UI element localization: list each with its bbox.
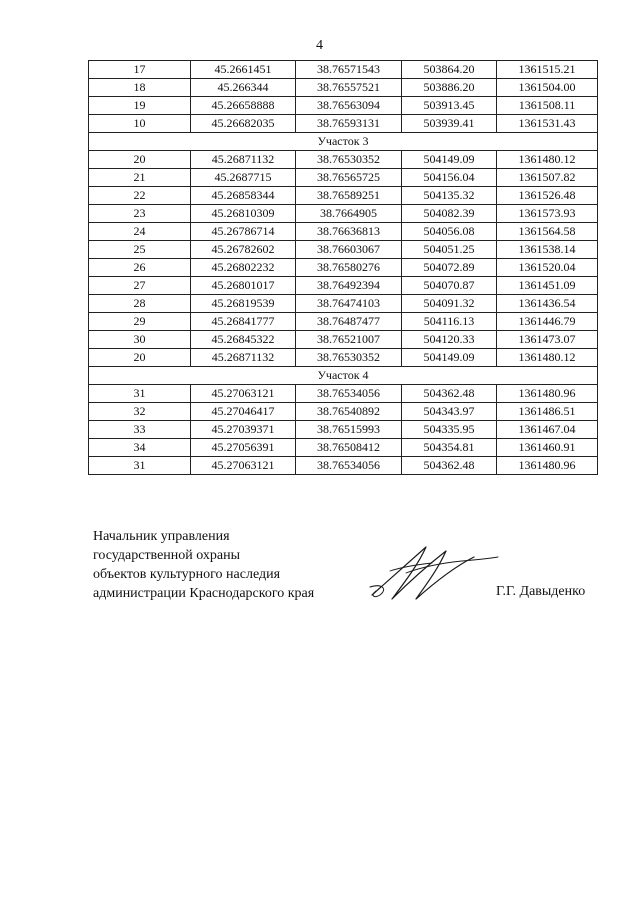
- table-cell: 45.26658888: [191, 97, 296, 115]
- table-cell: 25: [89, 241, 191, 259]
- table-cell: 38.7664905: [296, 205, 402, 223]
- table-row: [89, 277, 598, 295]
- table-cell: 38.76563094: [296, 97, 402, 115]
- table-cell: 32: [89, 403, 191, 421]
- table-cell: 29: [89, 313, 191, 331]
- table-cell: 1361526.48: [497, 187, 598, 205]
- signatory-title-line: Начальник управления: [93, 529, 230, 544]
- table-cell: 45.26802232: [191, 259, 296, 277]
- table-cell: 504116.13: [402, 313, 497, 331]
- table-cell: 1361436.54: [497, 295, 598, 313]
- table-cell: 38.76557521: [296, 79, 402, 97]
- table-cell: 38.76593131: [296, 115, 402, 133]
- table-cell: 38.76580276: [296, 259, 402, 277]
- table-cell: 1361531.43: [497, 115, 598, 133]
- table-cell: 45.26782602: [191, 241, 296, 259]
- table-row: [89, 331, 598, 349]
- table-cell: 1361480.12: [497, 151, 598, 169]
- table-cell: 23: [89, 205, 191, 223]
- table-cell: 504362.48: [402, 385, 497, 403]
- table-row: [89, 349, 598, 367]
- table-cell: 45.2687715: [191, 169, 296, 187]
- table-cell: 1361515.21: [497, 61, 598, 79]
- table-cell: 17: [89, 61, 191, 79]
- table-row: [89, 403, 598, 421]
- table-cell: 504070.87: [402, 277, 497, 295]
- table-row: [89, 151, 598, 169]
- table-cell: 503886.20: [402, 79, 497, 97]
- table-row: [89, 115, 598, 133]
- table-cell: 45.26801017: [191, 277, 296, 295]
- table-cell: 504149.09: [402, 151, 497, 169]
- table-cell: 504354.81: [402, 439, 497, 457]
- table-cell: 38.76603067: [296, 241, 402, 259]
- table-row: [89, 385, 598, 403]
- section-header-row: [89, 367, 598, 385]
- table-row: [89, 79, 598, 97]
- table-cell: 31: [89, 385, 191, 403]
- table-cell: 30: [89, 331, 191, 349]
- table-row: [89, 97, 598, 115]
- table-row: [89, 439, 598, 457]
- table-cell: 38.76487477: [296, 313, 402, 331]
- table-cell: 504135.32: [402, 187, 497, 205]
- table-cell: 1361504.00: [497, 79, 598, 97]
- table-row: [89, 313, 598, 331]
- table-cell: 1361508.11: [497, 97, 598, 115]
- table-cell: 45.26810309: [191, 205, 296, 223]
- table-cell: 45.27046417: [191, 403, 296, 421]
- signatory-name: Г.Г. Давыденко: [496, 584, 586, 599]
- table-cell: 38.76571543: [296, 61, 402, 79]
- table-cell: 504149.09: [402, 349, 497, 367]
- table-cell: 38.76534056: [296, 385, 402, 403]
- table-cell: 38.76508412: [296, 439, 402, 457]
- section-label: Участок 4: [89, 367, 598, 385]
- table-cell: 38.76589251: [296, 187, 402, 205]
- table-row: [89, 223, 598, 241]
- table-row: [89, 259, 598, 277]
- table-cell: 504051.25: [402, 241, 497, 259]
- table-cell: 1361520.04: [497, 259, 598, 277]
- table-cell: 1361507.82: [497, 169, 598, 187]
- table-cell: 38.76534056: [296, 457, 402, 475]
- table-cell: 504362.48: [402, 457, 497, 475]
- table-cell: 1361473.07: [497, 331, 598, 349]
- table-cell: 504335.95: [402, 421, 497, 439]
- table-row: [89, 187, 598, 205]
- table-cell: 45.27056391: [191, 439, 296, 457]
- table-row: [89, 61, 598, 79]
- table-cell: 45.26841777: [191, 313, 296, 331]
- table-row: [89, 241, 598, 259]
- table-cell: 28: [89, 295, 191, 313]
- table-cell: 21: [89, 169, 191, 187]
- table-cell: 504091.32: [402, 295, 497, 313]
- section-label: Участок 3: [89, 133, 598, 151]
- table-cell: 504120.33: [402, 331, 497, 349]
- table-cell: 20: [89, 349, 191, 367]
- table-cell: 31: [89, 457, 191, 475]
- table-cell: 27: [89, 277, 191, 295]
- table-cell: 33: [89, 421, 191, 439]
- table-cell: 503913.45: [402, 97, 497, 115]
- signatory-title-line: администрации Краснодарского края: [93, 586, 315, 601]
- table-cell: 38.76521007: [296, 331, 402, 349]
- signatory-title-line: объектов культурного наследия: [93, 567, 281, 582]
- table-cell: 1361460.91: [497, 439, 598, 457]
- table-cell: 1361538.14: [497, 241, 598, 259]
- signatory-title-line: государственной охраны: [93, 548, 241, 563]
- table-cell: 19: [89, 97, 191, 115]
- table-cell: 1361467.04: [497, 421, 598, 439]
- page-number: 4: [316, 38, 323, 53]
- table-cell: 1361451.09: [497, 277, 598, 295]
- table-cell: 38.76530352: [296, 349, 402, 367]
- table-cell: 45.26871132: [191, 151, 296, 169]
- handwritten-signature: [362, 537, 502, 607]
- table-cell: 1361564.58: [497, 223, 598, 241]
- table-cell: 38.76565725: [296, 169, 402, 187]
- table-row: [89, 169, 598, 187]
- table-cell: 18: [89, 79, 191, 97]
- table-cell: 45.27063121: [191, 385, 296, 403]
- table-cell: 503864.20: [402, 61, 497, 79]
- table-cell: 1361486.51: [497, 403, 598, 421]
- table-cell: 1361480.96: [497, 457, 598, 475]
- table-cell: 34: [89, 439, 191, 457]
- signatory-title: [93, 527, 314, 603]
- table-row: [89, 421, 598, 439]
- table-cell: 1361480.12: [497, 349, 598, 367]
- table-cell: 45.27039371: [191, 421, 296, 439]
- table-cell: 26: [89, 259, 191, 277]
- table-cell: 24: [89, 223, 191, 241]
- table-cell: 45.27063121: [191, 457, 296, 475]
- table-cell: 10: [89, 115, 191, 133]
- table-cell: 38.76492394: [296, 277, 402, 295]
- table-cell: 20: [89, 151, 191, 169]
- table-cell: 38.76530352: [296, 151, 402, 169]
- table-cell: 38.76636813: [296, 223, 402, 241]
- table-cell: 45.266344: [191, 79, 296, 97]
- table-cell: 1361480.96: [497, 385, 598, 403]
- table-cell: 504156.04: [402, 169, 497, 187]
- table-cell: 45.26819539: [191, 295, 296, 313]
- table-row: [89, 457, 598, 475]
- table-cell: 45.26858344: [191, 187, 296, 205]
- table-row: [89, 295, 598, 313]
- table-cell: 1361446.79: [497, 313, 598, 331]
- table-row: [89, 205, 598, 223]
- table-cell: 504056.08: [402, 223, 497, 241]
- table-cell: 45.26845322: [191, 331, 296, 349]
- coordinates-table: [88, 60, 598, 475]
- table-cell: 38.76515993: [296, 421, 402, 439]
- table-cell: 45.26871132: [191, 349, 296, 367]
- section-header-row: [89, 133, 598, 151]
- table-cell: 1361573.93: [497, 205, 598, 223]
- table-cell: 504343.97: [402, 403, 497, 421]
- table-cell: 45.26786714: [191, 223, 296, 241]
- table-cell: 45.26682035: [191, 115, 296, 133]
- table-cell: 504082.39: [402, 205, 497, 223]
- table-cell: 38.76540892: [296, 403, 402, 421]
- table-cell: 45.2661451: [191, 61, 296, 79]
- table-cell: 38.76474103: [296, 295, 402, 313]
- table-cell: 504072.89: [402, 259, 497, 277]
- table-cell: 22: [89, 187, 191, 205]
- table-cell: 503939.41: [402, 115, 497, 133]
